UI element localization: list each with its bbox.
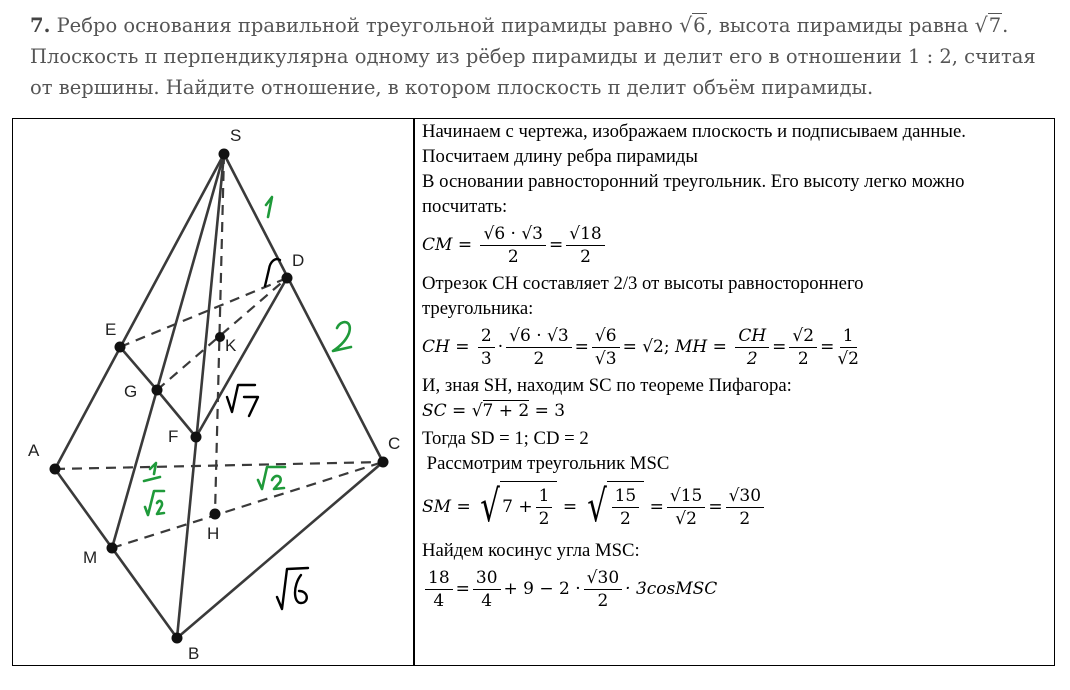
equation-sm: SM = √ 7 + $\frac{1}{2}$ = √ $\frac{15}{2}$ = $\frac{√15}{√2}$ = $\frac{√30}{2}$	[422, 476, 1052, 538]
edge-AC	[55, 462, 383, 469]
point-H	[210, 509, 221, 520]
point-E	[115, 342, 126, 353]
equation-sc: SC = √7 + 2 = 3	[422, 401, 566, 421]
problem-number: 7.	[30, 14, 51, 37]
equation-ch: CH = $\frac{2}{3}$ · $\frac{√6 \cdot √3}{2}$ = $\frac{√6}{√3}$ = √2; MH = $\frac{CH}{2}$ = $\frac{√2}{2}$ = $\frac{1}{√2}$	[422, 325, 859, 369]
solution-line: Тогда SD = 1; CD = 2	[422, 428, 589, 449]
edge-AB	[55, 469, 177, 638]
point-C	[378, 457, 389, 468]
point-G	[152, 385, 163, 396]
label-C: C	[388, 434, 401, 453]
hand-sqrt-seven-radical	[227, 385, 255, 412]
sqrt-six: √6	[679, 13, 706, 37]
point-B	[172, 633, 183, 644]
solution-line: посчитать:	[422, 196, 508, 217]
hand-sqrt-seven-digit	[244, 397, 258, 416]
point-A	[50, 464, 61, 475]
point-D	[282, 273, 293, 284]
label-K: K	[225, 336, 237, 355]
solution-line: Посчитаем длину ребра пирамиды	[422, 146, 698, 167]
hand-root-two-digit-b	[272, 476, 284, 489]
solution-line: Отрезок CH составляет 2/3 от высоты равностороннего	[422, 273, 864, 294]
solution-line: И, зная SH, находим SC по теореме Пифагора:	[422, 375, 792, 396]
hand-one-over-root-two-numerator	[150, 463, 156, 474]
solution-line: Рассмотрим треугольник MSC	[422, 453, 670, 474]
problem-line-2: Плоскость π перпендикулярна одному из рёбер пирамиды и делит его в отношении 1 : 2, считая	[30, 45, 1036, 68]
hand-fraction-bar	[144, 477, 160, 481]
label-H: H	[207, 524, 220, 543]
point-S	[219, 149, 230, 160]
label-B: B	[188, 644, 200, 663]
section-ED	[120, 278, 287, 347]
equation-cm: CM = $\frac{√6 \cdot √3}{2}$ = $\frac{√18}{2}$	[422, 219, 1052, 271]
median-MC	[112, 462, 383, 548]
solution-line: Начинаем с чертежа, изображаем плоскость и подписываем данные.	[422, 121, 966, 142]
solution-text	[422, 119, 1052, 615]
hand-two-CD	[333, 322, 351, 351]
label-A: A	[28, 441, 40, 460]
problem-line-3: от вершины. Найдите отношение, в котором плоскость π делит объём пирамиды.	[30, 76, 874, 99]
label-E: E	[105, 320, 117, 339]
hand-one-SD	[266, 197, 272, 217]
label-F: F	[168, 427, 179, 446]
hand-root-two-digit	[157, 501, 164, 514]
label-D: D	[292, 251, 305, 270]
pyramid-drawing	[13, 119, 413, 665]
point-M	[107, 543, 118, 554]
point-K	[215, 332, 225, 342]
label-S: S	[230, 126, 242, 145]
table-divider	[413, 119, 415, 665]
solution-line: В основании равносторонний треугольник. Его высоту легко можно	[422, 171, 965, 192]
label-M: M	[83, 548, 98, 567]
edge-SM	[112, 154, 224, 548]
pyramid-figure	[13, 119, 413, 665]
equation-cos: $\frac{18}{4}$ = $\frac{30}{4}$ + 9 − 2 · $\frac{√30}{2}$ · 3cosMSC	[422, 563, 1052, 615]
solution-table	[12, 118, 1055, 666]
solution-line: треугольника:	[422, 298, 534, 319]
problem-statement	[30, 10, 1040, 103]
point-F	[191, 432, 202, 443]
problem-line-1: 7. Ребро основания правильной треугольной пирамиды равно √6, высота пирамиды равна √7.	[30, 10, 1040, 41]
solution-line: Найдем косинус угла MSC:	[422, 540, 640, 561]
vertex-labels	[28, 126, 400, 663]
hand-sqrt-six-digit	[295, 575, 307, 603]
sqrt-seven: √7	[974, 13, 1002, 37]
label-G: G	[124, 382, 138, 401]
